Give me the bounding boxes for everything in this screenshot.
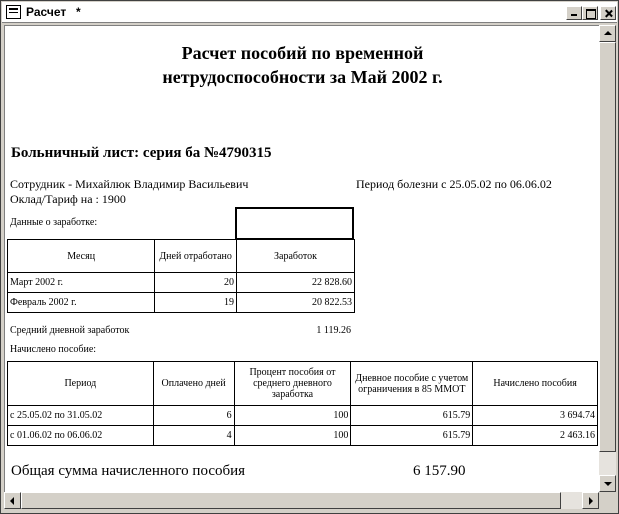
report-viewport [4,25,599,492]
earnings-header-month: Месяц [8,240,155,273]
scrollbar-corner [599,492,616,509]
table-row [8,426,598,446]
salary-rate: Оклад/Тариф на : 1900 [10,192,126,206]
scroll-left-button[interactable] [4,492,21,509]
title-bar[interactable] [2,2,617,23]
benefit-cell-daily: 615.79 [351,406,473,426]
window-title: Расчет [26,5,67,19]
scroll-up-button[interactable] [599,25,616,42]
horizontal-scrollbar[interactable] [4,492,599,509]
arrow-down-icon [604,482,612,486]
benefit-header-days: Оплачено дней [153,362,234,406]
benefit-cell-daily: 615.79 [351,426,473,446]
earnings-cell-amount: 20 822.53 [236,293,354,313]
benefit-cell-days: 4 [153,426,234,446]
total-value: 6 157.90 [413,463,466,479]
vertical-scrollbar[interactable] [599,25,616,492]
earnings-cell-month: Март 2002 г. [8,273,155,293]
minimize-button[interactable] [566,6,582,20]
empty-input-box [235,207,354,240]
sick-leave-heading: Больничный лист: серия ба №4790315 [11,145,272,161]
earnings-cell-days: 19 [155,293,237,313]
modified-marker: * [76,5,81,19]
benefit-cell-period: с 25.05.02 по 31.05.02 [8,406,154,426]
arrow-right-icon [589,497,593,505]
close-button[interactable] [600,6,616,20]
earnings-cell-days: 20 [155,273,237,293]
arrow-up-icon [604,31,612,35]
horizontal-scroll-thumb[interactable] [21,492,561,509]
maximize-button[interactable] [582,6,598,20]
earnings-table [7,239,355,313]
benefit-cell-percent: 100 [234,426,351,446]
vertical-scroll-thumb[interactable] [599,42,616,452]
earnings-label: Данные о заработке: [10,217,98,228]
employee-name: Сотрудник - Михайлюк Владимир Васильевич [10,177,249,191]
benefit-cell-accrued: 3 694.74 [473,406,598,426]
report-title-line1: Расчет пособий по временной [181,43,424,63]
benefit-header-accrued: Начислено пособия [473,362,598,406]
illness-period: Период болезни с 25.05.02 по 06.06.02 [356,177,552,191]
document-icon [6,5,21,19]
arrow-left-icon [10,497,14,505]
scroll-right-button[interactable] [582,492,599,509]
earnings-cell-month: Февраль 2002 г. [8,293,155,313]
accrued-label: Начислено пособие: [10,344,97,355]
benefit-header-percent: Процент пособия от среднего дневного заработка [234,362,351,406]
benefit-cell-period: с 01.06.02 по 06.06.02 [8,426,154,446]
total-label: Общая сумма начисленного пособия [11,463,246,479]
table-row [8,293,355,313]
benefit-cell-accrued: 2 463.16 [473,426,598,446]
earnings-header-days: Дней отработано [155,240,237,273]
benefit-table [7,361,598,446]
benefit-header-daily: Дневное пособие с учетом ограничения в 85 ММОТ [351,362,473,406]
table-row [8,273,355,293]
scroll-down-button[interactable] [599,475,616,492]
earnings-header-amount: Заработок [236,240,354,273]
benefit-header-period: Период [8,362,154,406]
benefit-cell-percent: 100 [234,406,351,426]
table-row [8,406,598,426]
avg-daily-value: 1 119.26 [316,325,351,336]
avg-daily-label: Средний дневной заработок [10,325,130,336]
report-title-line2: нетрудоспособности за Май 2002 г. [162,67,443,87]
earnings-cell-amount: 22 828.60 [236,273,354,293]
benefit-cell-days: 6 [153,406,234,426]
